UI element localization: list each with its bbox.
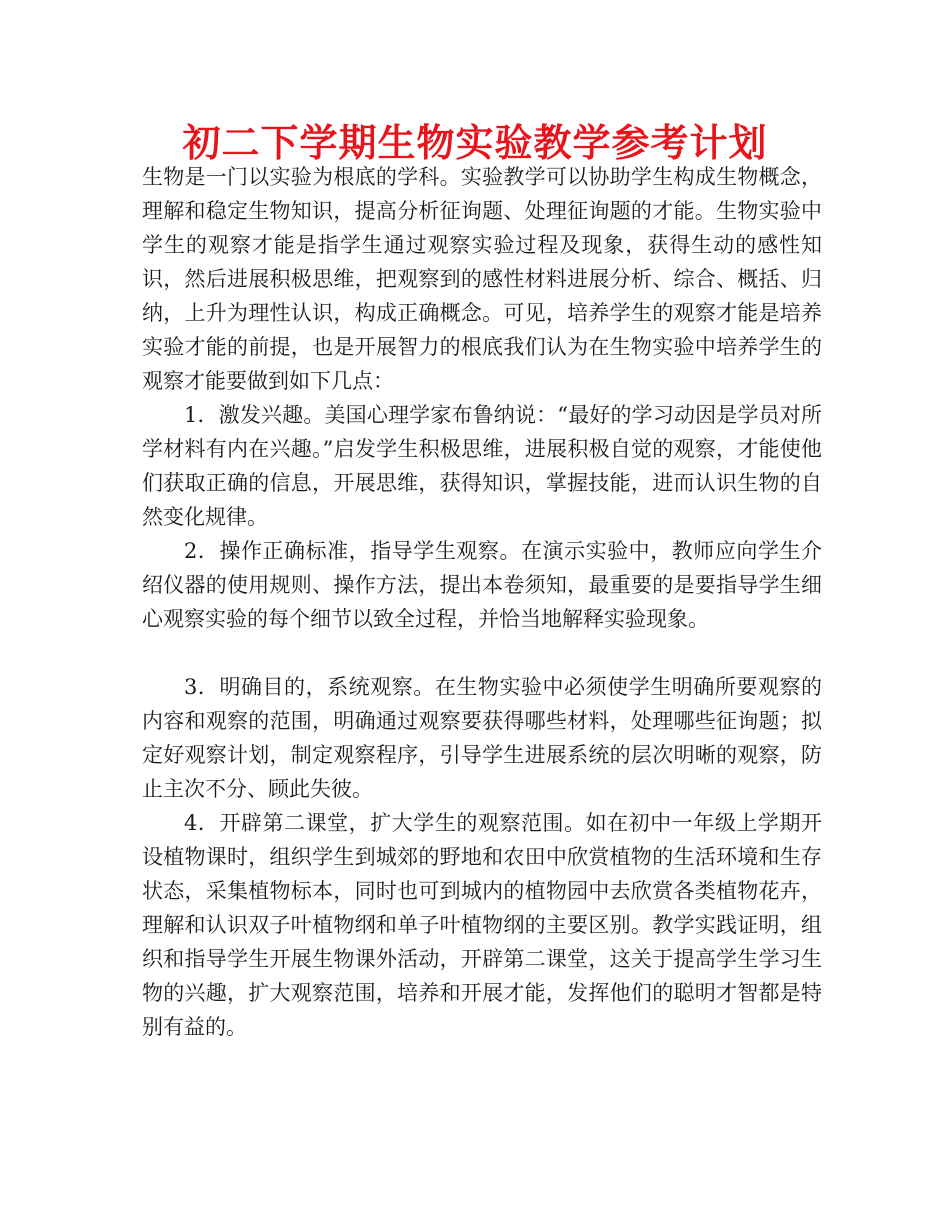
paragraph-point-1: 1．激发兴趣。美国心理学家布鲁纳说：“最好的学习动因是学员对所学材料有内在兴趣。”启发学生积极思维，进展积极自觉的观察，才能使他们获取正确的信息，开展思维，获得知识，掌握技能，进而认识生物的自然变化规律。 [142, 403, 822, 529]
paragraph-point-3: 3．明确目的，系统观察。在生物实验中必须使学生明确所要观察的内容和观察的范围，明确通过观察要获得哪些材料，处理哪些征询题；拟定好观察计划，制定观察程序，引导学生进展系统的层次明晰的观察，防止主次不分、顾此失彼。 [142, 675, 822, 801]
paragraph-point-2: 2．操作正确标准，指导学生观察。在演示实验中，教师应向学生介绍仪器的使用规则、操作方法，提出本卷须知，最重要的是要指导学生细心观察实验的每个细节以致全过程，并恰当地解释实验现象。 [142, 539, 822, 631]
paragraph-intro: 生物是一门以实验为根底的学科。实验教学可以协助学生构成生物概念，理解和稳定生物知识，提高分析征询题、处理征询题的才能。生物实验中学生的观察才能是指学生通过观察实验过程及现象，获得生动的感性知识，然后进展积极思维，把观察到的感性材料进展分析、综合、概括、归纳，上升为理性认识，构成正确概念。可见，培养学生的观察才能是培养实验才能的前提，也是开展智力的根底我们认为在生物实验中培养学生的观察才能要做到如下几点： [142, 165, 822, 393]
document-title: 初二下学期生物实验教学参考计划 [182, 121, 768, 165]
paragraph-point-4: 4．开辟第二课堂，扩大学生的观察范围。如在初中一年级上学期开设植物课时，组织学生到城郊的野地和农田中欣赏植物的生活环境和生存状态，采集植物标本，同时也可到城内的植物园中去欣赏各类植物花卉，理解和认识双子叶植物纲和单子叶植物纲的主要区别。教学实践证明，组织和指导学生开展生物课外活动，开辟第二课堂，这关于提高学生学习生物的兴趣，扩大观察范围，培养和开展才能，发挥他们的聪明才智都是特别有益的。 [142, 811, 822, 1039]
document-body [142, 160, 822, 1044]
paragraph-spacer [142, 636, 822, 670]
